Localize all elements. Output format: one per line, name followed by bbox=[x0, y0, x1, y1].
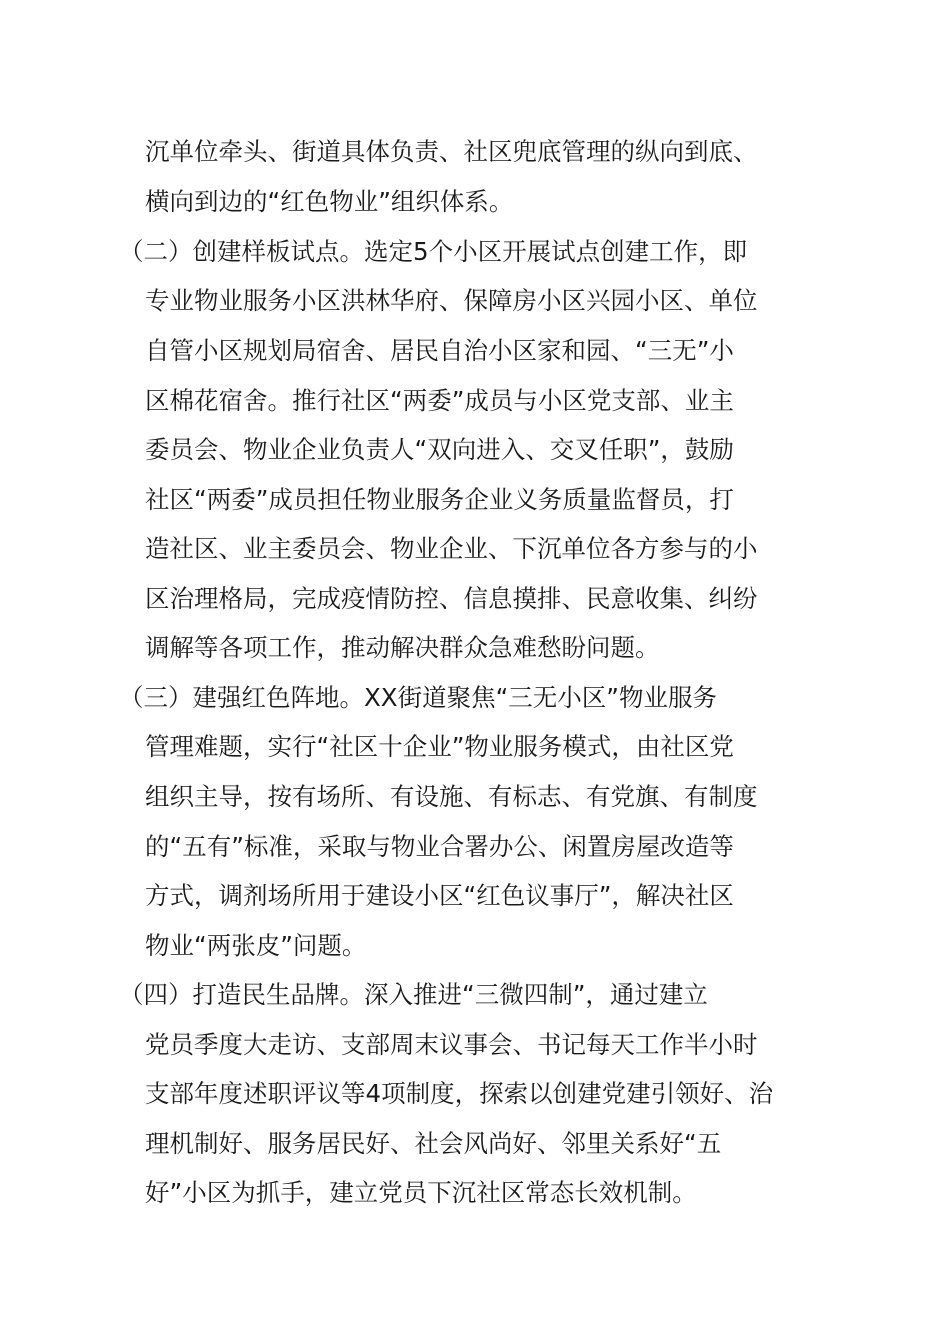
paragraph-line: 区治理格局，完成疫情防控、信息摸排、民意收集、纠纷 bbox=[145, 584, 758, 613]
section-4-heading-line: （四）打造民生品牌。深入推进“三微四制”，通过建立 bbox=[119, 980, 708, 1009]
section-3-heading-line: （三）建强红色阵地。XX街道聚焦“三无小区”物业服务 bbox=[119, 683, 717, 712]
paragraph-line: 组织主导，按有场所、有设施、有标志、有党旗、有制度 bbox=[145, 782, 758, 811]
paragraph-line: 理机制好、服务居民好、社会风尚好、邻里关系好“五 bbox=[145, 1129, 722, 1158]
section-2-heading-line: （二）创建样板试点。选定5个小区开展试点创建工作，即 bbox=[119, 237, 748, 266]
paragraph-line: 沉单位牵头、街道具体负责、社区兜底管理的纵向到底、 bbox=[145, 137, 758, 166]
paragraph-line: 造社区、业主委员会、物业企业、下沉单位各方参与的小 bbox=[145, 534, 758, 563]
paragraph-line: 专业物业服务小区洪林华府、保障房小区兴园小区、单位 bbox=[145, 286, 758, 315]
paragraph-line: 横向到边的“红色物业”组织体系。 bbox=[145, 187, 514, 216]
paragraph-line: 委员会、物业企业负责人“双向进入、交叉任职”，鼓励 bbox=[145, 435, 734, 464]
paragraph-line: 调解等各项工作，推动解决群众急难愁盼问题。 bbox=[145, 633, 660, 662]
paragraph-line: 管理难题，实行“社区十企业”物业服务模式，由社区党 bbox=[145, 732, 734, 761]
paragraph-line: 自管小区规划局宿舍、居民自治小区家和园、“三无”小 bbox=[145, 336, 734, 365]
paragraph-line: 的“五有”标准，采取与物业合署办公、闲置房屋改造等 bbox=[145, 832, 734, 861]
paragraph-line: 党员季度大走访、支部周末议事会、书记每天工作半小时 bbox=[145, 1030, 758, 1059]
paragraph-line: 支部年度述职评议等4项制度，探索以创建党建引领好、治 bbox=[145, 1079, 774, 1108]
paragraph-line: 区棉花宿舍。推行社区“两委”成员与小区党支部、业主 bbox=[145, 386, 734, 415]
paragraph-line: 物业“两张皮”问题。 bbox=[145, 931, 367, 960]
paragraph-line: 方式，调剂场所用于建设小区“红色议事厅”，解决社区 bbox=[145, 881, 734, 910]
paragraph-line: 好”小区为抓手，建立党员下沉社区常态长效机制。 bbox=[145, 1178, 697, 1207]
paragraph-line: 社区“两委”成员担任物业服务企业义务质量监督员，打 bbox=[145, 485, 734, 514]
